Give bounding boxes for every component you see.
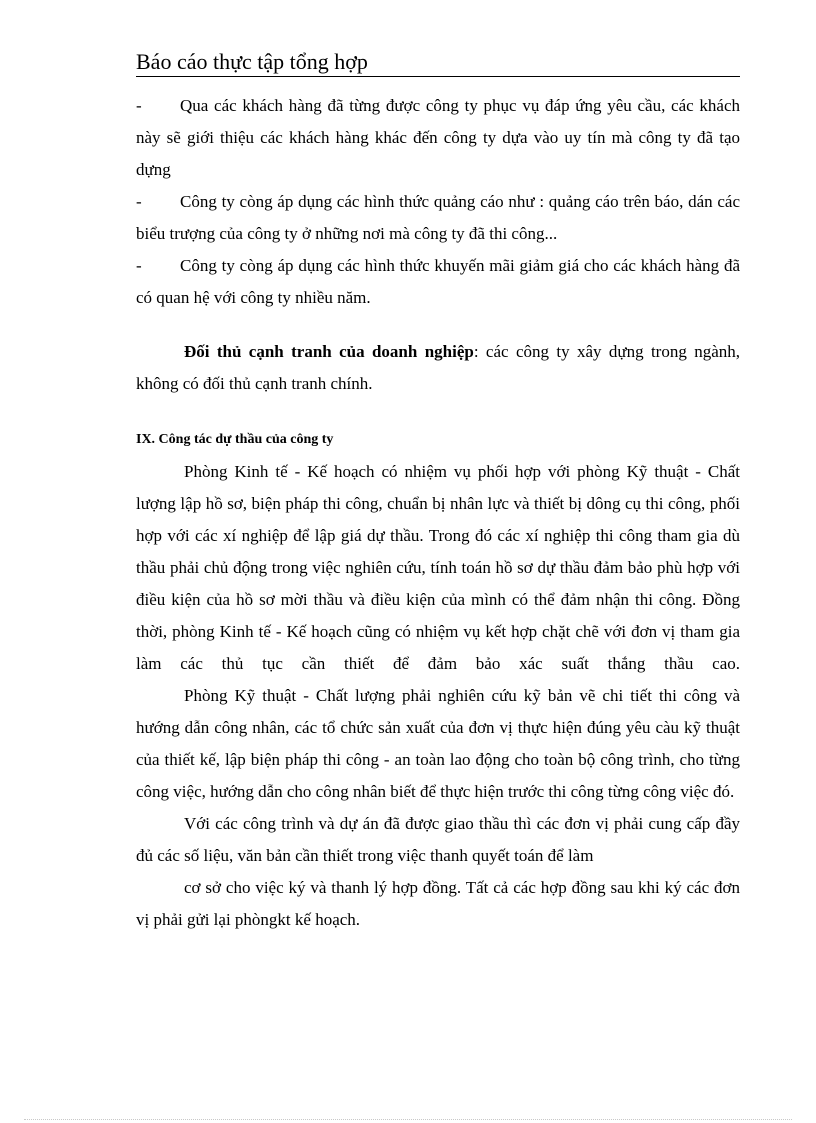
- page-title: Báo cáo thực tập tổng hợp: [136, 49, 368, 74]
- bullet-item: [136, 90, 740, 186]
- bullet-dash: -: [136, 256, 142, 275]
- document-body: [136, 90, 740, 936]
- competitor-text: : các công ty xây dựng trong ngành, không có đối thủ cạnh tranh chính.: [136, 342, 740, 393]
- bidding-paragraph-1: Phòng Kinh tế - Kế hoạch có nhiệm vụ phối hợp với phòng Kỹ thuật - Chất lượng lập hồ sơ, biện pháp thi công, chuẩn bị nhân lực và thiết bị dông cụ thi công, phối hợp với các xí nghiệp để lập giá dự thầu. Trong đó các xí nghiệp thi công tham gia dù thầu phải chủ động trong việc nghiên cứu, tính toán hồ sơ dự thầu đảm bảo phù hợp với điều kiện của hồ sơ mời thầu và điều kiện của mình có thể đảm nhận thi công. Đồng thời, phòng Kinh tế - Kế hoạch cũng có nhiệm vụ kết hợp chặt chẽ với đơn vị tham gia làm các thủ tục cần thiết để đảm bảo xác suất thắng thầu cao.: [136, 462, 740, 673]
- bullet-text: Công ty còng áp dụng các hình thức quảng cáo như : quảng cáo trên báo, dán các biểu trượng của công ty ở những nơi mà công ty đã thi công...: [136, 192, 740, 243]
- bullet-dash: -: [136, 96, 142, 115]
- bullet-item: [136, 250, 740, 314]
- bidding-paragraph-4: cơ sở cho việc ký và thanh lý hợp đồng. Tất cả các hợp đồng sau khi ký các đơn vị phải gửi lại phòngkt kế hoạch.: [136, 878, 740, 929]
- bidding-paragraph-3: Với các công trình và dự án đã được giao thầu thì các đơn vị phải cung cấp đầy đủ các số liệu, văn bản cần thiết trong việc thanh quyết toán để làm: [136, 814, 740, 865]
- footer-dotted-rule: [24, 1119, 792, 1120]
- competitor-paragraph: [136, 336, 740, 400]
- bullet-item: [136, 186, 740, 250]
- bullet-text: Công ty còng áp dụng các hình thức khuyến mãi giảm giá cho các khách hàng đã có quan hệ với công ty nhiều năm.: [136, 256, 740, 307]
- bullet-dash: -: [136, 192, 142, 211]
- page-header: [136, 48, 740, 77]
- bidding-paragraph-2: Phòng Kỹ thuật - Chất lượng phải nghiên cứu kỹ bản vẽ chi tiết thi công và hướng dẫn công nhân, các tổ chức sản xuất của đơn vị thực hiện đúng yêu càu kỹ thuật của thiết kế, lập biện pháp thi công - an toàn lao động cho toàn bộ công trình, cho từng công việc, hướng dẫn cho công nhân biết để thực hiện trước thi công từng công việc đó.: [136, 686, 740, 801]
- bullet-text: Qua các khách hàng đã từng được công ty phục vụ đáp ứng yêu cầu, các khách này sẽ giới thiệu các khách hàng khác đến công ty dựa vào uy tín mà công ty đã tạo dựng: [136, 96, 740, 179]
- section-heading: IX. Công tác dự thầu của công ty: [136, 432, 334, 447]
- competitor-label: Đối thủ cạnh tranh của doanh nghiệp: [184, 342, 474, 361]
